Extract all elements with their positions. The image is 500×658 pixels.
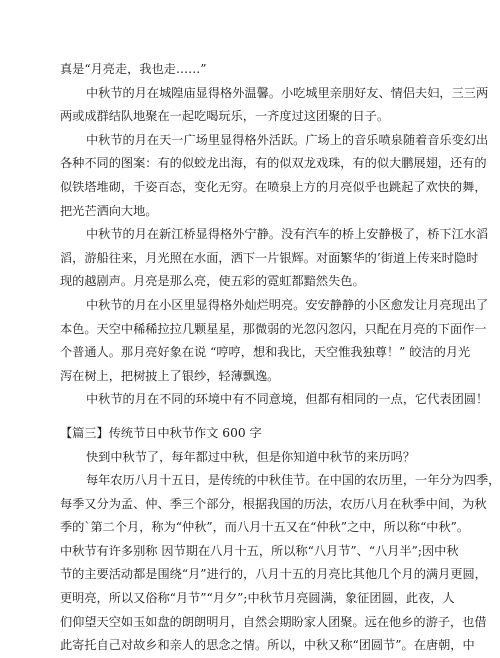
section-line-3: 每季又分为孟、仲、季三个部分，根据我国的历法，农历八月在秋季中间，为秋: [60, 496, 487, 511]
section-line-7: 更明亮，所以又俗称“月节”“月夕”;中秋节月亮圆满，象征团圆，此夜，人: [60, 591, 455, 606]
section-line-5: 中秋节有许多别称 因节期在八月十五，所以称“八月节”、“八月半”;因中秋: [60, 543, 459, 558]
text-line-15: 中秋节的月在不同的环境中有不同意境，但都有相同的一点，它代表团圆！: [86, 392, 489, 407]
text-line-6: 似铁塔堆砌，千姿百态，变化无穷。在喷泉上方的月亮似乎也跳起了欢快的舞，: [60, 179, 487, 194]
text-line-10: 现的越剧声。月亮是那么亮，使五彩的霓虹都黯然失色。: [60, 274, 365, 289]
section-line-2: 每年农历八月十五日，是传统的中秋佳节。在中国的农历里，一年分为四季，: [86, 473, 500, 488]
section-line-9: 此寄托自己对故乡和亲人的思念之情。所以，中秋又称“团圆节”。在唐朝，中: [60, 638, 475, 653]
section-line-6: 节的主要活动都是围绕“月”进行的，八月十五的月亮比其他几个月的满月更圆，: [60, 567, 487, 582]
text-line-12: 本色。天空中稀稀拉拉几颗星星，那微弱的光忽闪忽闪，只配在月亮的下面作一: [60, 321, 487, 336]
text-line-9: 滔，游船往来，月光照在水面，洒下一片银辉。对面繁华的’街道上传来时隐时: [60, 250, 479, 265]
section-line-1: 快到中秋节了，每年都过中秋，但是你知道中秋节的来历吗？: [86, 449, 416, 464]
text-line-11: 中秋节的月在小区里显得格外灿烂明亮。安安静静的小区愈发让月亮现出了: [86, 297, 489, 312]
text-line-7: 把光芒洒向大地。: [60, 203, 158, 218]
text-line-4: 中秋节的月在天一广场里显得格外活跃。广场上的音乐喷泉随着音乐变幻出: [86, 132, 489, 147]
section-line-8: 们仰望天空如玉如盘的朗朗明月，自然会期盼家人团聚。远在他乡的游子，也借: [60, 614, 487, 629]
text-line-14: 泻在树上，把树披上了银纱，轻薄飘逸。: [60, 368, 280, 383]
essay-body: [60, 58, 489, 412]
section-line-4: 季的`第二个月，称为“仲秋”，而八月十五又在“仲秋”之中，所以称“中秋”。: [60, 520, 470, 535]
text-line-3: 两或成群结队地聚在一起吃喝玩乐，一齐度过这团聚的日子。: [60, 109, 390, 124]
text-line-2: 中秋节的月在城隍庙显得格外温馨。小吃城里亲朋好友、情侣夫妇，三三两: [86, 85, 489, 100]
text-line-8: 中秋节的月在新江桥显得格外宁静。没有汽车的桥上安静极了，桥下江水滔: [86, 227, 489, 242]
section-body: [60, 446, 500, 658]
text-line-1: 真是“月亮走，我也走……”: [60, 62, 207, 76]
text-line-13: 个普通人。那月亮好象在说 “哼哼，想和我比，天空惟我独尊！” 皎洁的月光: [60, 345, 471, 360]
section-heading: 【篇三】传统节日中秋节作文 600 字: [60, 425, 262, 440]
text-line-5: 各种不同的图案：有的似蛟龙出海，有的似双龙戏珠，有的似大鹏展翅，还有的: [60, 156, 487, 171]
